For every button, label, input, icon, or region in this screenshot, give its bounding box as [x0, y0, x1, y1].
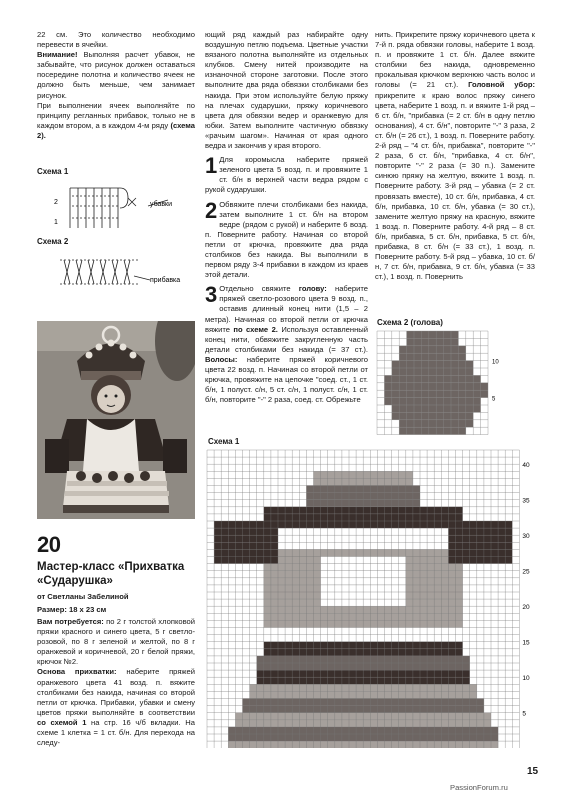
hat-label: Головной убор: — [468, 80, 535, 90]
step-1 — [205, 155, 368, 195]
article-author: от Светланы Забелиной — [37, 592, 129, 601]
column-3 — [375, 30, 535, 282]
head-tick-label: 5 — [492, 396, 496, 403]
base-label: Основа прихватки: — [37, 667, 117, 677]
step-3-head-label: голову: — [298, 284, 327, 294]
scheme-1-row-2: 2 — [54, 199, 58, 206]
cells-text: При выполнении ячеек выполняйте по принципу регланных прибавок, только не в каждом втором, а в каждом 4-м ряду — [37, 100, 195, 130]
step-3 — [205, 284, 368, 405]
column-2 — [205, 30, 368, 405]
step-3-hair-label: Волосы: — [205, 354, 238, 364]
scheme-1-large-label: Схема 1 — [208, 437, 240, 446]
pattern-cell-row — [214, 542, 278, 549]
base-scheme-ref: со схемой 1 — [37, 717, 87, 727]
big-tick-label: 30 — [522, 533, 530, 541]
warning-label: Внимание! — [37, 50, 78, 60]
base-text: наберите пряжей оранжевого цвета 41 возд. п. вяжите столбиками без накида, начиная со второй петли от крючка. Прибавки, убавки и смену цветов пряжи выполняйте в соответствии — [37, 667, 195, 717]
scheme-2-small-label: Схема 2 — [37, 237, 69, 246]
intro-paragraph: 22 см. Это количество необходимо перевести в ячейки. — [37, 30, 195, 50]
scheme-1-large-grid — [205, 448, 555, 748]
pattern-cell-row — [448, 535, 512, 542]
big-tick-label: 20 — [522, 604, 530, 612]
big-tick-label: 25 — [522, 568, 530, 576]
head-fill-row — [392, 412, 473, 419]
article-number: 20 — [37, 532, 61, 557]
potholder-photo — [37, 321, 195, 519]
col3-paragraph — [375, 30, 535, 282]
scheme-2-annotation: прибавка — [150, 277, 181, 284]
pattern-cell-row — [214, 528, 278, 535]
scheme-1-small-diagram — [50, 176, 190, 234]
head-fill-row — [392, 368, 473, 375]
base-text-2: на стр. 16 ч/б вкладки. На схеме 1 клетка = 1 ст. б/н. Для перехода на следу- — [37, 717, 195, 748]
step-3-text-a: Отдельно свяжите — [219, 284, 299, 294]
step-3-text-c: наберите пряжей светло-розового цвета 9 возд. п., оставив длинный конец нити (1,5 – 2 метра). Начиная со второй петли от крючка вяжите — [205, 284, 368, 334]
pattern-cell-row — [214, 549, 278, 556]
head-fill-row — [384, 375, 480, 382]
big-tick-label: 5 — [522, 710, 527, 718]
head-fill-row — [407, 331, 459, 338]
col3-text: нить. Прикрепите пряжу коричневого цвета к 7-й п. ряда обвязки головы, наберите 1 возд. п. и провяжите 1 ст. б/н. Далее вяжите столбики без накида, одновременно прокалывая крючком верхнюю часть волос и головы (= 21 ст.). — [375, 30, 535, 90]
page-number: 15 — [527, 766, 539, 777]
head-fill-row — [407, 338, 459, 345]
base-paragraph — [37, 667, 195, 748]
pattern-cell-row — [448, 542, 512, 549]
step-2-number: 2 — [205, 197, 218, 223]
pattern-cell-row — [448, 549, 512, 556]
column-1-intro — [37, 30, 195, 141]
hat-text: прикрепите к краю волос пряжу синего цвета, наберите 1 возд. п. и вяжите 1-й ряд – 6 ст. б/н, "прибавка (= 2 ст. б/н в одну петлю основания), 4 ст. б/н", повторите "-" 3 раза, 2 ст. б/н (= 26 ст.), 1 возд. п. Поверните работу. 2-й ряд – "4 ст. б/н, прибавка", повторите "-" 2 раза, 6 ст. б/н, "прибавка, 4 ст. б/н", повторите "-" 2 раза (= 30 п.). Замените синюю пряжу на желтую, вяжите 1 возд. п. Поверните работу. 3-й ряд – убавка (= 2 ст. провязать вместе), 10 ст. б/н, прибавка, 4 ст. б/н, прибавка, 10 ст. б/н, убавка (= 30 ст.), замените желтую пряжу на красную, вяжите 1 возд. п. Поверните работу. 4-й ряд – 8 ст. б/н, прибавка, 5 ст. б/н, прибавка, 5 ст. б/н, прибавка, 8 ст. б/н (= 33 ст.), 1 возд. п. Поверните работу. 5-й ряд – убавка, 10 ст. б/н, 7 ст. б/н, прибавка, 9 ст. б/н, убавка (= 33 ст.), 1 возд. п. Повернить — [375, 90, 535, 282]
big-tick-label: 10 — [522, 675, 530, 683]
head-fill-row — [399, 353, 466, 360]
cells-ref: (схема 2). — [37, 120, 195, 140]
step-2-text: Обвяжите плечи столбиками без накида, затем выполните 1 ст. б/н на втором ведре (рядом с рукой) и наберите 6 возд. п. Поверните работу. Начиная со второй петли от крючка, провяжите два ряда столбиков без накида. Вы выполнили в первом ряду 3-4 прибавки в каждом из краев этой детали. — [205, 199, 368, 280]
big-tick-label: 15 — [522, 639, 530, 647]
scheme-2-small-diagram — [50, 246, 195, 294]
scheme-1-annotation: убавки — [150, 201, 173, 208]
big-tick-label: 35 — [522, 497, 530, 505]
step-3-scheme-ref: по схеме 2. — [233, 324, 278, 334]
scheme-head-grid — [376, 330, 506, 442]
head-fill-row — [399, 427, 466, 434]
warning-text: Выполняя расчет убавок, не забывайте, что рисунок должен оставаться посередине полотна и количество ячеек не должно быть меньше, чем занимает рисунок. — [37, 50, 195, 100]
head-fill-row — [399, 346, 466, 353]
materials-paragraph — [37, 617, 195, 667]
head-fill-row — [384, 398, 480, 405]
pattern-cell-row — [214, 557, 278, 564]
step-3-number: 3 — [205, 282, 218, 308]
big-tick-label: 40 — [522, 462, 530, 470]
head-fill-row — [392, 361, 473, 368]
article-title: Мастер-класс «Прихватка «Сударушка» — [37, 561, 185, 587]
watermark: PassionForum.ru — [450, 783, 508, 792]
materials-label: Вам потребуется: — [37, 617, 104, 626]
article-size: Размер: 18 х 23 см — [37, 605, 107, 614]
warning-paragraph — [37, 50, 195, 100]
pattern-cell-row — [214, 535, 278, 542]
scheme-1-small-label: Схема 1 — [37, 167, 69, 176]
materials-text: по 2 г толстой хлопковой пряжи красного и синего цвета, 5 г светло-розовой, по 8 г зеленой и желтой, по 8 г оранжевой и коричневой, 20 г белой пряжи, крючок №2. — [37, 617, 195, 667]
col2-paragraph-1: ющий ряд каждый раз набирайте одну воздушную петлю подъема. Цветные участки вязаного полотна выполняйте из отдельных клубков. Смену нитей производите на изнаночной стороне заготовки. После этого выполните два ряда обвязки столбиками без накида. При этом используйте белую пряжу на плечах сударушки, пряжу коричневого цвета для обвязки ведер и оранжевую для юбки. Затем выполните частичную обвязку «рачьим шагом». Начиная от края одного ведра и закончив у края второго. — [205, 30, 368, 151]
step-2 — [205, 197, 368, 281]
pattern-cell-row — [448, 528, 512, 535]
step-1-text: Для коромысла наберите пряжей зеленого цвета 5 возд. п. и провяжите 1 ст. б/н в верхней части ведра рядом с рукой сударушки. — [205, 155, 368, 195]
materials-column — [37, 617, 195, 748]
pattern-cell-row — [448, 557, 512, 564]
step-1-number: 1 — [205, 153, 218, 179]
scheme-1-row-1: 1 — [54, 219, 58, 226]
step-3-text-g: наберите пряжей коричневого цвета 22 возд. п. Начиная со второй петли от крючка, провяжите на цепочке "соед. ст., 1 ст. б/н, 1 полуст. с/н, 5 ст. с/н, 1 полуст. с/н, 1 ст. б/н, повторите "-" 2 раза, соед. ст. Обрежьте — [205, 354, 368, 405]
step-3-text-e: Используя оставленный конец нити, обвяжите закругленную часть детали столбиками без накида (= 37 ст.). — [205, 324, 368, 354]
head-tick-label: 10 — [492, 359, 499, 366]
cells-paragraph — [37, 101, 195, 141]
scheme-head-label: Схема 2 (голова) — [377, 318, 443, 327]
